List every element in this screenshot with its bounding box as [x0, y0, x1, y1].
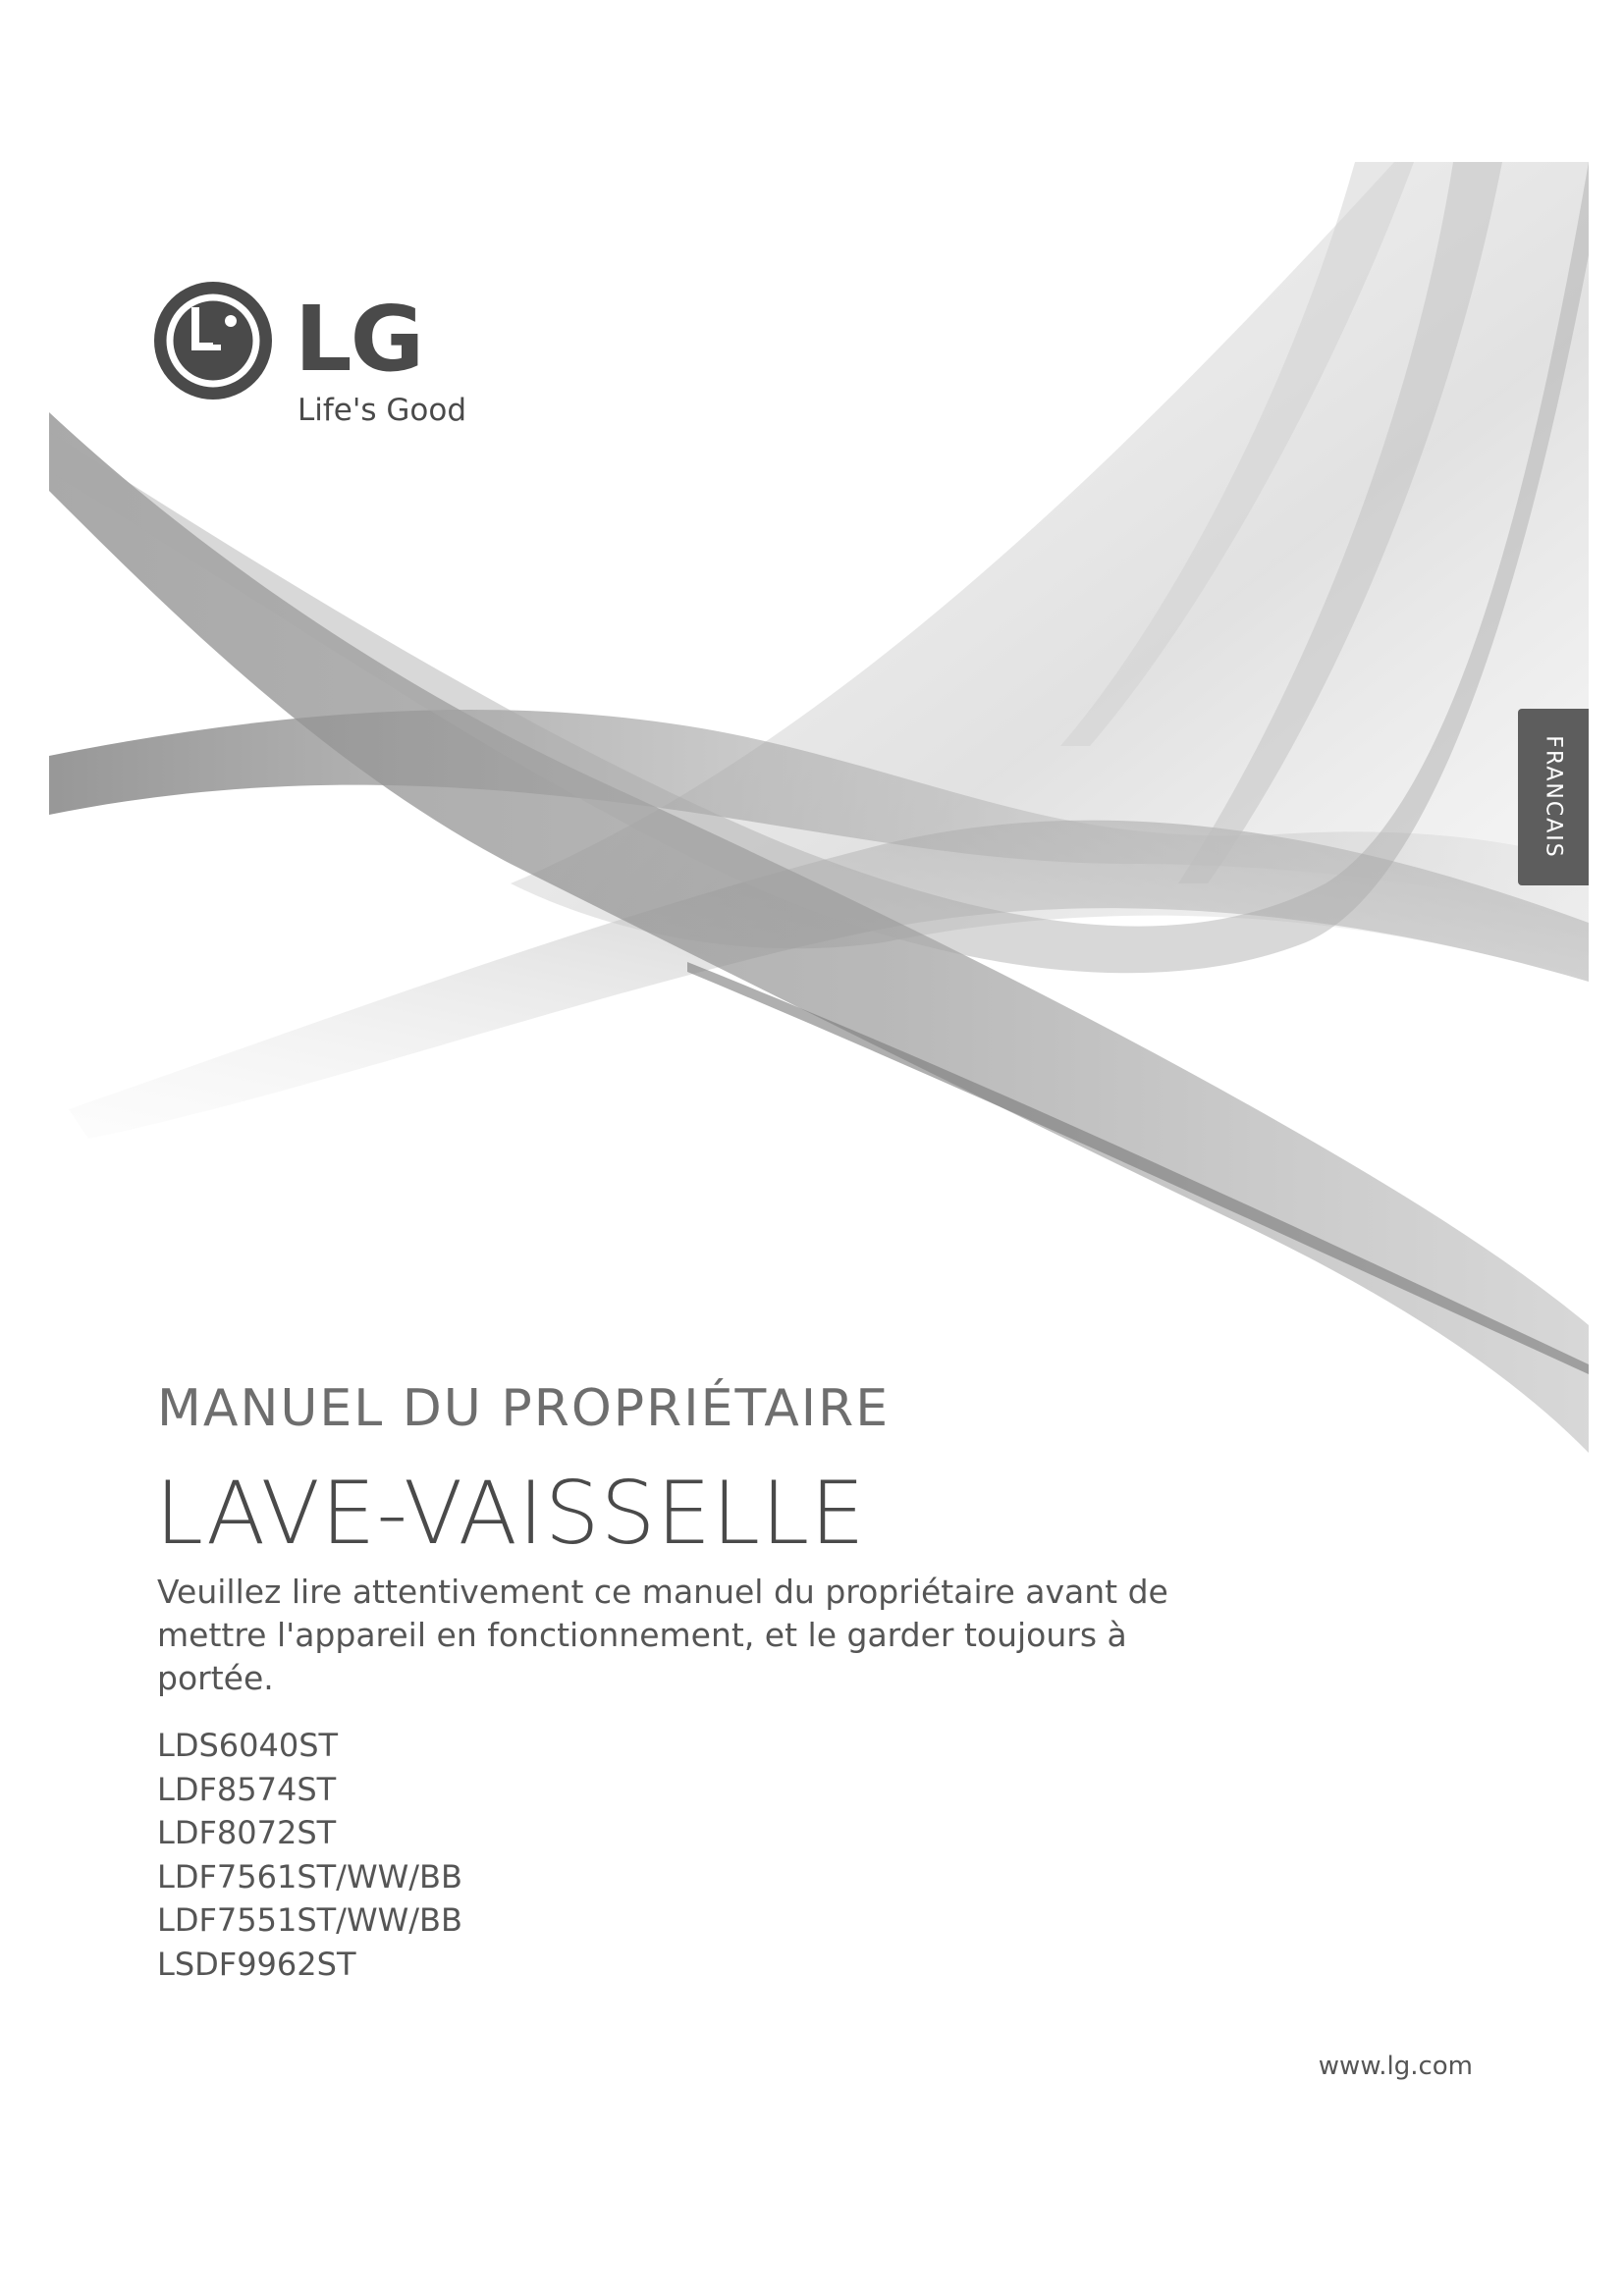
lg-logo	[152, 280, 506, 447]
lg-face-icon	[152, 280, 274, 401]
intro-paragraph: Veuillez lire attentivement ce manuel du propriétaire avant de mettre l'appareil en fonctionnement, et le garder toujours à portée.	[157, 1573, 1168, 1697]
language-tab-label: FRANCAIS	[1541, 735, 1566, 859]
model-list	[157, 1724, 462, 1986]
logo-tagline: Life's Good	[298, 393, 467, 428]
website-url: www.lg.com	[1318, 2052, 1473, 2081]
model-item: LDF7551ST/WW/BB	[157, 1901, 462, 1939]
document-subtitle: MANUEL DU PROPRIÉTAIRE	[157, 1379, 891, 1438]
model-item: LDF8574ST	[157, 1770, 337, 1808]
logo-wordmark: LG	[295, 287, 423, 392]
document-title: LAVE-VAISSELLE	[155, 1463, 866, 1564]
model-item: LDS6040ST	[157, 1727, 339, 1764]
language-tab	[1518, 709, 1589, 885]
model-item: LDF7561ST/WW/BB	[157, 1857, 462, 1896]
model-item: LSDF9962ST	[157, 1945, 356, 1983]
model-item: LDF8072ST	[157, 1814, 337, 1851]
